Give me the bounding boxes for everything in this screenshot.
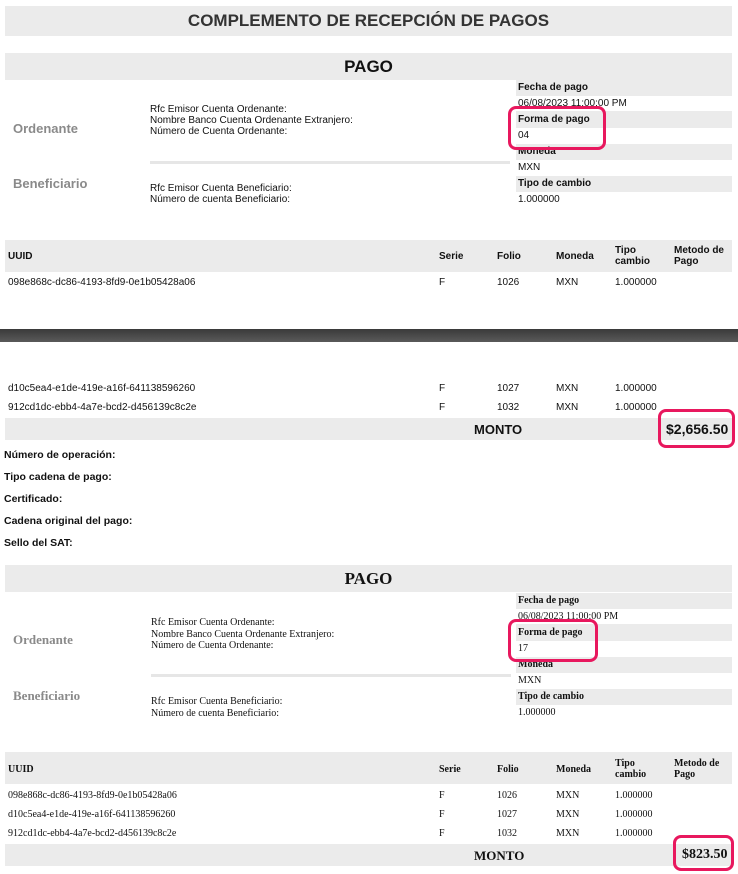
cell-tipo-cambio: 1.000000 <box>615 809 653 820</box>
cell-uuid: 098e868c-dc86-4193-8fd9-0e1b05428a06 <box>8 790 177 801</box>
moneda-label: Moneda <box>516 144 732 160</box>
cell-folio: 1027 <box>497 383 520 394</box>
th-serie: Serie <box>439 764 461 775</box>
forma-pago-label: Forma de pago <box>516 624 732 641</box>
th-cambio: cambio <box>615 769 647 780</box>
forma-pago-label: Forma de pago <box>516 111 732 128</box>
th-cambio: cambio <box>615 256 651 267</box>
cell-tipo-cambio: 1.000000 <box>615 277 657 288</box>
pago2-monto-value: $823.50 <box>682 847 728 862</box>
pago2-monto-highlight <box>673 835 734 871</box>
numero-cuenta-ordenante-label: Número de Cuenta Ordenante: <box>150 126 288 137</box>
cell-moneda: MXN <box>556 277 579 288</box>
pago2-ordenante-fields <box>151 617 334 652</box>
pago1-monto-label: MONTO <box>474 422 523 437</box>
cell-serie: F <box>439 809 445 820</box>
cell-serie: F <box>439 402 446 413</box>
pago2-monto-label: MONTO <box>474 848 525 863</box>
table-row <box>0 825 738 843</box>
fecha-pago-value: 06/08/2023 11:00:00 PM <box>518 611 619 622</box>
pago2-monto-bar <box>5 844 732 866</box>
tipo-cambio-label: Tipo de cambio <box>516 176 732 192</box>
th-metodo: Metodo de <box>674 758 720 769</box>
cell-serie: F <box>439 383 446 394</box>
tipo-cambio-value: 1.000000 <box>518 194 560 205</box>
rfc-emisor-beneficiario-label: Rfc Emisor Cuenta Beneficiario: <box>151 696 283 707</box>
pago2-header <box>5 565 732 592</box>
th-folio: Folio <box>497 764 519 775</box>
cell-serie: F <box>439 277 446 288</box>
cell-tipo-cambio: 1.000000 <box>615 402 657 413</box>
cell-folio: 1032 <box>497 402 520 413</box>
th-moneda: Moneda <box>556 764 591 775</box>
th-pago: Pago <box>674 769 696 780</box>
cell-uuid: d10c5ea4-e1de-419e-a16f-641138596260 <box>8 383 196 394</box>
pago1-forma-pago-highlight <box>508 106 606 150</box>
cell-serie: F <box>439 828 445 839</box>
th-pago: Pago <box>674 256 699 267</box>
cell-tipo-cambio: 1.000000 <box>615 790 653 801</box>
th-uuid: UUID <box>8 764 34 775</box>
th-metodo: Metodo de <box>674 245 724 256</box>
pago1-ordenante-divider <box>150 161 510 164</box>
table-row <box>0 787 738 805</box>
th-tipo: Tipo <box>615 758 635 769</box>
cell-moneda: MXN <box>556 790 580 801</box>
forma-pago-value: 17 <box>518 643 528 654</box>
pago1-monto-highlight <box>658 409 735 448</box>
certificado-label: Certificado: <box>4 493 63 505</box>
pago2-ordenante-label: Ordenante <box>13 632 73 647</box>
pago1-table-header <box>5 240 732 272</box>
pago2-beneficiario-label: Beneficiario <box>13 688 81 703</box>
th-metodo-pago <box>674 758 719 780</box>
cell-moneda: MXN <box>556 809 580 820</box>
extra-fields <box>4 449 132 559</box>
numero-cuenta-ordenante-label: Número de Cuenta Ordenante: <box>151 640 274 651</box>
th-tipo-cambio <box>615 245 650 267</box>
cell-uuid: 912cd1dc-ebb4-4a7e-bcd2-d456139c8c2e <box>8 828 177 839</box>
tipo-cadena-label: Tipo cadena de pago: <box>4 471 112 483</box>
tipo-cambio-label: Tipo de cambio <box>516 689 732 705</box>
pago2-ordenante-divider <box>151 674 511 677</box>
th-moneda: Moneda <box>556 251 594 262</box>
numero-cuenta-beneficiario-label: Número de cuenta Beneficiario: <box>150 194 291 205</box>
cell-uuid: 912cd1dc-ebb4-4a7e-bcd2-d456139c8c2e <box>8 402 197 413</box>
pago2-beneficiario-fields <box>151 696 282 719</box>
pago1-monto-bar <box>5 418 732 440</box>
th-serie: Serie <box>439 251 464 262</box>
rfc-emisor-beneficiario-label: Rfc Emisor Cuenta Beneficiario: <box>150 183 292 194</box>
cell-folio: 1027 <box>497 809 517 820</box>
cell-folio: 1026 <box>497 277 520 288</box>
cell-moneda: MXN <box>556 402 579 413</box>
pago1-header <box>5 53 732 80</box>
cell-serie: F <box>439 790 445 801</box>
cell-folio: 1032 <box>497 828 517 839</box>
pago1-ordenante-label: Ordenante <box>13 121 79 136</box>
pago1-monto-value: $2,656.50 <box>666 421 729 437</box>
cell-moneda: MXN <box>556 828 580 839</box>
moneda-label: Moneda <box>516 657 732 673</box>
tipo-cambio-value: 1.000000 <box>518 707 556 718</box>
pago1-beneficiario-label: Beneficiario <box>13 176 88 191</box>
pago1-beneficiario-fields <box>150 183 292 205</box>
cell-uuid: 098e868c-dc86-4193-8fd9-0e1b05428a06 <box>8 277 196 288</box>
fecha-pago-label: Fecha de pago <box>516 593 732 609</box>
th-tipo-cambio <box>615 758 646 780</box>
cell-uuid: d10c5ea4-e1de-419e-a16f-641138596260 <box>8 809 176 820</box>
th-metodo-pago <box>674 245 724 267</box>
cell-tipo-cambio: 1.000000 <box>615 383 657 394</box>
sello-sat-label: Sello del SAT: <box>4 537 73 549</box>
pago1-ordenante-fields <box>150 104 353 137</box>
cadena-original-label: Cadena original del pago: <box>4 515 133 527</box>
th-folio: Folio <box>497 251 521 262</box>
table-row <box>0 274 738 292</box>
fecha-pago-label: Fecha de pago <box>516 80 732 96</box>
th-tipo: Tipo <box>615 245 636 256</box>
th-uuid: UUID <box>8 251 33 262</box>
table-row <box>0 399 738 417</box>
numero-cuenta-beneficiario-label: Número de cuenta Beneficiario: <box>151 707 279 719</box>
pago2-forma-pago-highlight <box>508 619 598 662</box>
page-title: COMPLEMENTO DE RECEPCIÓN DE PAGOS <box>187 11 550 30</box>
cell-tipo-cambio: 1.000000 <box>615 828 653 839</box>
nombre-banco-label: Nombre Banco Cuenta Ordenante Extranjero: <box>151 628 335 640</box>
nombre-banco-label: Nombre Banco Cuenta Ordenante Extranjero: <box>150 115 353 126</box>
page-break <box>0 329 738 342</box>
moneda-value: MXN <box>518 675 542 686</box>
cell-folio: 1026 <box>497 790 517 801</box>
rfc-emisor-ordenante-label: Rfc Emisor Cuenta Ordenante: <box>150 104 287 115</box>
forma-pago-value: 04 <box>518 130 530 141</box>
cell-moneda: MXN <box>556 383 579 394</box>
table-row <box>0 806 738 824</box>
rfc-emisor-ordenante-label: Rfc Emisor Cuenta Ordenante: <box>151 617 275 628</box>
moneda-value: MXN <box>518 162 541 173</box>
title-bar <box>5 6 732 36</box>
fecha-pago-value: 06/08/2023 11:00:00 PM <box>518 98 627 109</box>
pago2-table-header <box>5 752 732 784</box>
numero-operacion-label: Número de operación: <box>4 449 116 461</box>
pago1-title: PAGO <box>344 57 393 76</box>
pago2-title: PAGO <box>344 569 393 588</box>
table-row <box>0 380 738 398</box>
